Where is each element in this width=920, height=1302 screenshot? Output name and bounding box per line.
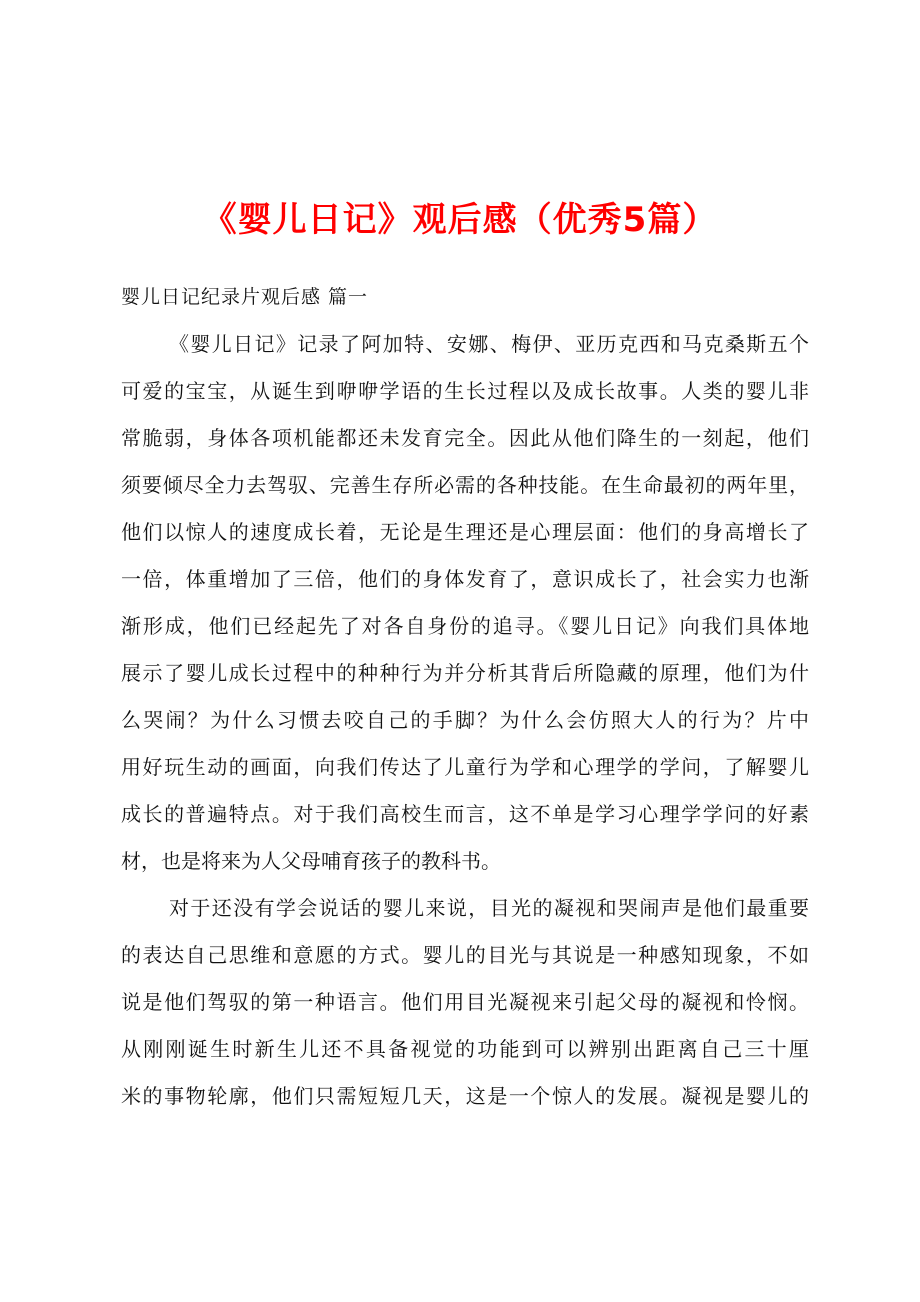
- paragraph-1: [121, 329, 809, 893]
- text-line: 成长的普遍特点。对于我们高校生而言，这不单是学习心理学学问的好素: [121, 802, 809, 826]
- text-line: 从刚刚诞生时新生儿还不具备视觉的功能到可以辨别出距离自己三十厘: [121, 1037, 809, 1061]
- text-line: 他们以惊人的速度成长着，无论是生理还是心理层面：他们的身高增长了: [121, 520, 809, 544]
- text-line: 一倍，体重增加了三倍，他们的身体发育了，意识成长了，社会实力也渐: [121, 567, 809, 591]
- text-line: 渐形成，他们已经起先了对各自身份的追寻。《婴儿日记》向我们具体地: [121, 614, 809, 638]
- text-line: 用好玩生动的画面，向我们传达了儿童行为学和心理学的学问，了解婴儿: [121, 755, 809, 779]
- text-line: 可爱的宝宝，从诞生到咿咿学语的生长过程以及成长故事。人类的婴儿非: [121, 379, 809, 403]
- text-line: 么哭闹？为什么习惯去咬自己的手脚？为什么会仿照大人的行为？片中: [121, 708, 809, 732]
- text-line: 常脆弱，身体各项机能都还未发育完全。因此从他们降生的一刻起，他们: [121, 426, 809, 450]
- text-line: 须要倾尽全力去驾驭、完善生存所必需的各种技能。在生命最初的两年里，: [121, 473, 809, 497]
- text-line: 说是他们驾驭的第一种语言。他们用目光凝视来引起父母的凝视和怜悯。: [121, 990, 809, 1014]
- document-body: [121, 329, 809, 1128]
- text-line: 材，也是将来为人父母哺育孩子的教科书。: [121, 849, 501, 873]
- paragraph-2: [121, 893, 809, 1128]
- text-line: 米的事物轮廓，他们只需短短几天，这是一个惊人的发展。凝视是婴儿的: [121, 1084, 809, 1108]
- document-title: 《婴儿日记》观后感（优秀5篇）: [202, 200, 718, 240]
- text-line: 的表达自己思维和意愿的方式。婴儿的目光与其说是一种感知现象，不如: [121, 943, 809, 967]
- text-line: 《婴儿日记》记录了阿加特、安娜、梅伊、亚历克西和马克桑斯五个: [169, 332, 809, 356]
- text-line: 对于还没有学会说话的婴儿来说，目光的凝视和哭闹声是他们最重要: [169, 896, 809, 920]
- text-line: 展示了婴儿成长过程中的种种行为并分析其背后所隐藏的原理，他们为什: [121, 661, 809, 685]
- section-heading: 婴儿日记纪录片观后感 篇一: [121, 286, 369, 308]
